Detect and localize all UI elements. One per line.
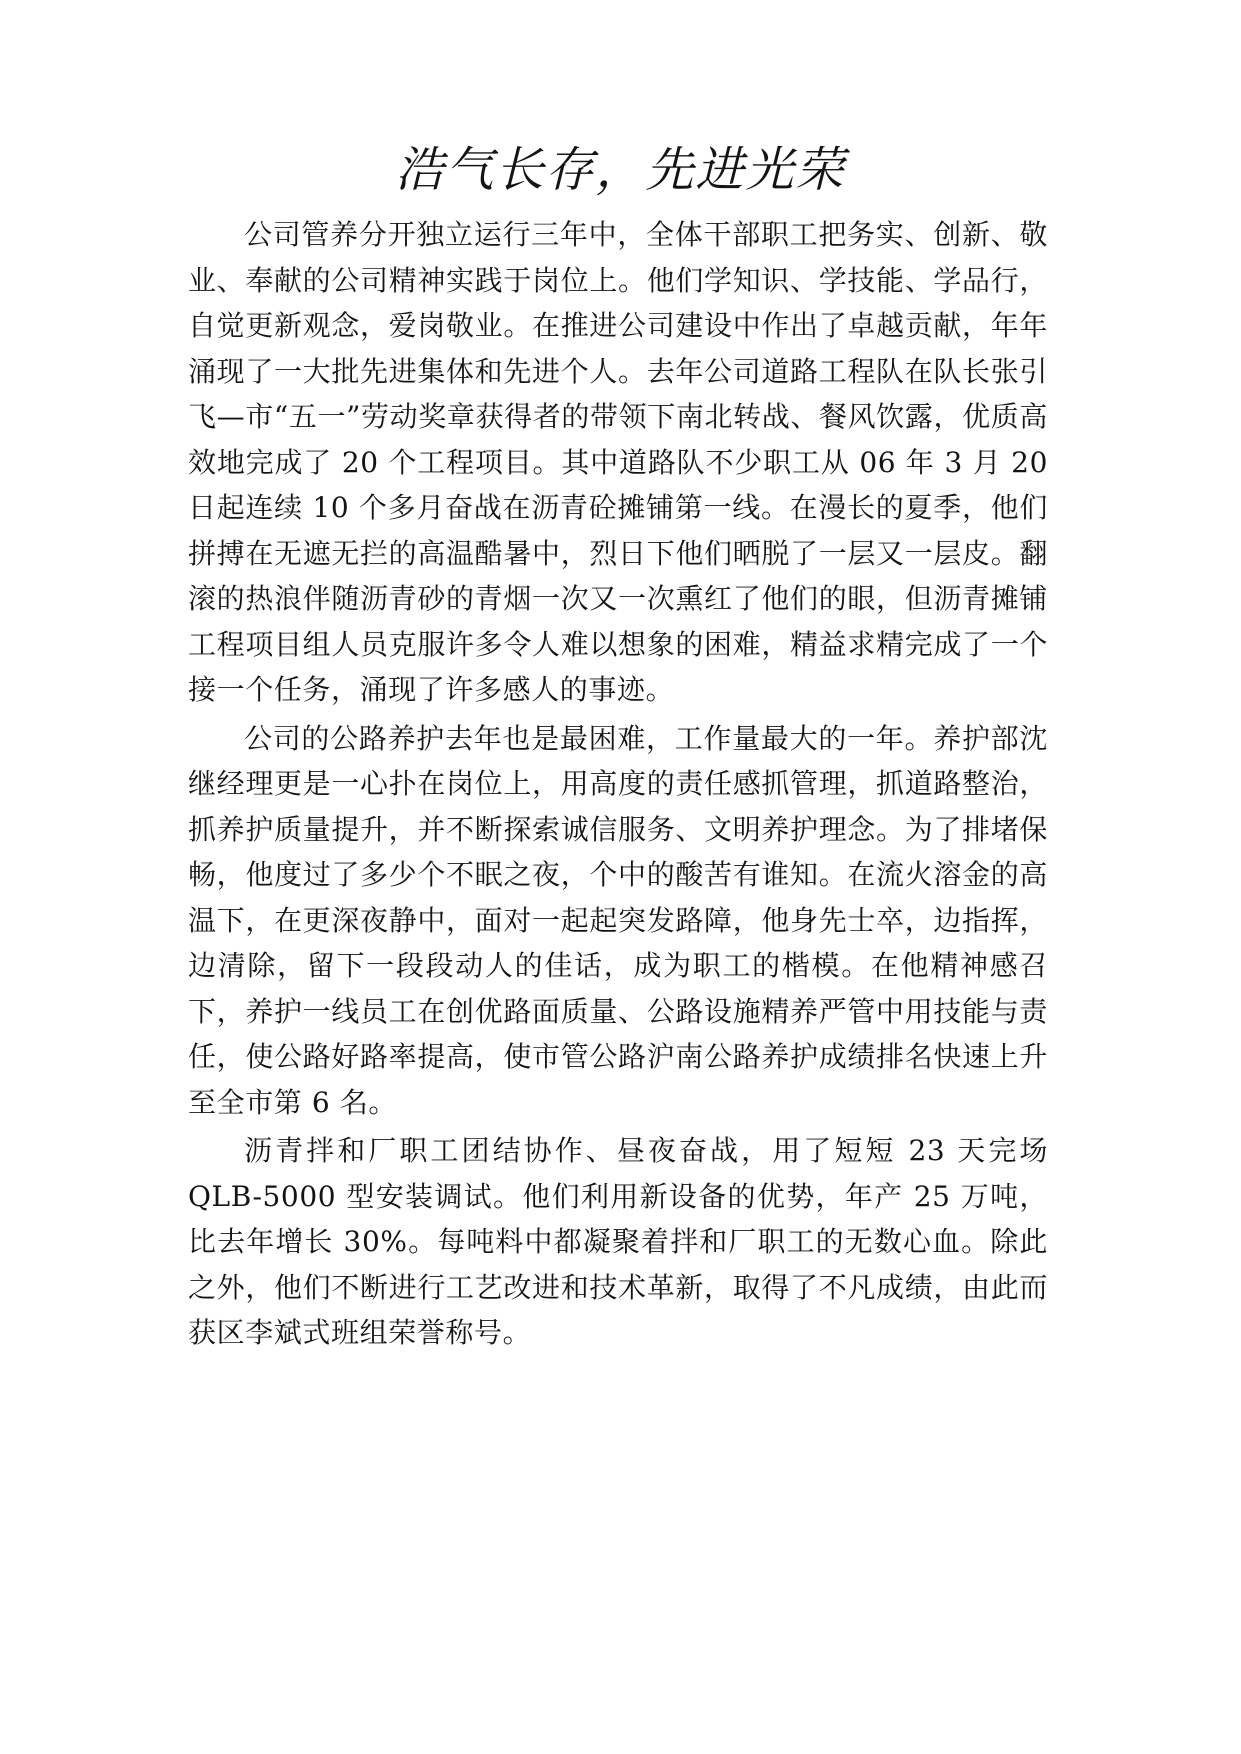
paragraph-asphalt-mixing-plant: 沥青拌和厂职工团结协作、昼夜奋战，用了短短 23 天完场 QLB-5000 型安装调试。他们利用新设备的优势，年产 25 万吨，比去年增长 30%。每吨料中都凝聚着拌和厂职工的无数心血。除此之外，他们不断进行工艺改进和技术革新，取得了不凡成绩，由此而获区李斌式班组荣誉称号。 bbox=[188, 1134, 1048, 1349]
paragraph-road-engineering-team: 公司管养分开独立运行三年中，全体干部职工把务实、创新、敬业、奉献的公司精神实践于岗位上。他们学知识、学技能、学品行，自觉更新观念，爱岗敬业。在推进公司建设中作出了卓越贡献，年年涌现了一大批先进集体和先进个人。去年公司道路工程队在队长张引飞—市“五一”劳动奖章获得者的带领下南北转战、餐风饮露，优质高效地完成了 20 个工程项目。其中道路队不少职工从 06 年 3 月 20 日起连续 10 个多月奋战在沥青砼摊铺第一线。在漫长的夏季，他们拼搏在无遮无拦的高温酷暑中，烈日下他们晒脱了一层又一层皮。翻滚的热浪伴随沥青砂的青烟一次又一次熏红了他们的眼，但沥青摊铺工程项目组人员克服许多令人难以想象的困难，精益求精完成了一个接一个任务，涌现了许多感人的事迹。 bbox=[188, 218, 1048, 706]
paragraph-road-maintenance: 公司的公路养护去年也是最困难，工作量最大的一年。养护部沈继经理更是一心扑在岗位上，用高度的责任感抓管理，抓道路整治，抓养护质量提升，并不断探索诚信服务、文明养护理念。为了排堵保畅，他度过了多少个不眠之夜，个中的酸苦有谁知。在流火溶金的高温下，在更深夜静中，面对一起起突发路障，他身先士卒，边指挥，边清除，留下一段段动人的佳话，成为职工的楷模。在他精神感召下，养护一线员工在创优路面质量、公路设施精养严管中用技能与责任，使公路好路率提高，使市管公路沪南公路养护成绩排名快速上升至全市第 6 名。 bbox=[188, 721, 1048, 1119]
document-body bbox=[188, 212, 1048, 1359]
document-title: 浩气长存，先进光荣 bbox=[395, 142, 846, 198]
